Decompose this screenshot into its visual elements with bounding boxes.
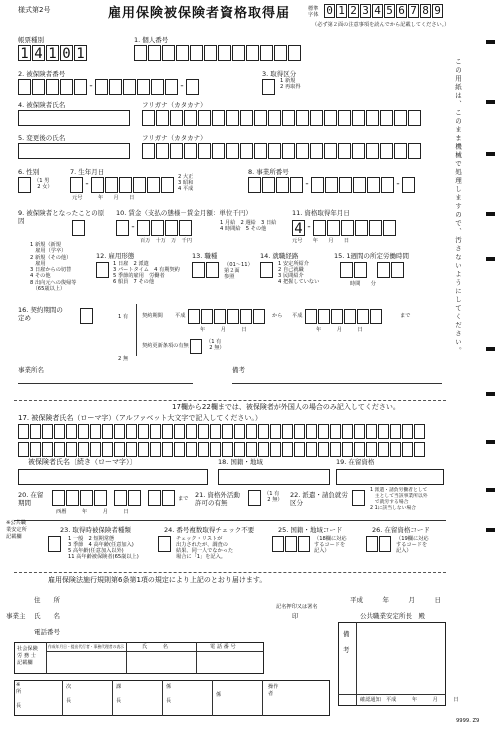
field-17b-label: 被保険者氏名〔続き（ローマ字）〕 — [28, 458, 137, 466]
sharoushi-col-header: 作成年月日・提出代行者・事務代理者の表示 — [48, 644, 124, 649]
sample-digit: 0 — [324, 4, 335, 18]
residence-period-made: まで — [178, 496, 189, 502]
wage-boxes[interactable]: - — [116, 220, 192, 236]
field-18-label: 18. 国籍・地域 — [218, 458, 263, 466]
insured-type-options: 1 一般 2 短期常態 3 季節 4 高年齢(任意加入) 5 高年齢(任意加入以外) 11 高年齢被保険者(65歳以上) — [68, 536, 139, 560]
sharoushi-header-line — [46, 651, 264, 652]
contract-renew-label: 契約更新条項の有無 — [142, 343, 189, 349]
registration-mark — [486, 440, 495, 444]
field-23-label: 23. 取得時被保険者種類 — [60, 526, 131, 534]
changed-name-box[interactable] — [18, 143, 130, 159]
field-14-label: 14. 就職経路 — [260, 252, 299, 260]
registration-mark — [486, 212, 495, 216]
sharoushi-label: 社会保険 労 務 士 記載欄 — [17, 646, 38, 666]
insured-name-kana-boxes[interactable] — [142, 110, 421, 126]
form-type-digit: 0 — [60, 45, 73, 61]
side-note: この用紙は、このまま機械で処理しますので、汚さないようにしてください。 — [454, 58, 462, 356]
declaration-date: 平成 年 月 日 — [350, 596, 441, 604]
acquisition-era-digit: 4 — [292, 220, 305, 236]
stamp-label: ※ 所 長 — [16, 682, 22, 709]
stamp-label: 課 長 — [116, 684, 122, 704]
address-label: 住 所 — [34, 596, 60, 604]
residence-period-boxes[interactable] — [52, 490, 175, 506]
sample-digit: 6 — [396, 4, 407, 18]
phone-label: 電話番号 — [34, 628, 60, 636]
acquisition-date-units: 元号 年 月 日 — [292, 238, 350, 244]
personal-number-boxes[interactable] — [134, 45, 301, 61]
work-permit-options: （1 有 2 無） — [264, 491, 283, 503]
field-19-label: 19. 在留資格 — [336, 458, 375, 466]
sample-digit: 5 — [384, 4, 395, 18]
field-9-label: 9. 被保険者となったことの原因 — [18, 209, 105, 225]
field-10-label: 10. 賃金（支払の態様－賃金月額：単位千円） — [116, 209, 252, 217]
office-head: 公共職業安定所長 殿 — [360, 612, 425, 620]
dispatch-box[interactable] — [352, 490, 365, 506]
employer-label: 事業主 — [6, 612, 26, 620]
birthdate-boxes[interactable]: - — [70, 177, 174, 193]
office-use-side-label: ※公共職業安定所記載欄 — [6, 520, 27, 540]
law-text: 雇用保険法施行規則第6条第1項の規定により上記のとおり届けます。 — [48, 576, 267, 584]
registration-mark — [486, 488, 495, 492]
acquisition-date-boxes[interactable]: 4 - — [292, 220, 396, 236]
contract-yes: 1 有 — [118, 314, 129, 320]
contract-from-era: 平成 — [175, 313, 186, 319]
contract-period-label: 契約期間 — [142, 313, 163, 319]
acquisition-type-options: 1 新規 2 再取得 — [280, 78, 301, 90]
employment-type-box[interactable] — [96, 262, 109, 278]
form-type-label: 帳票種別 — [18, 36, 44, 44]
sample-digit: 4 — [372, 4, 383, 18]
stamp-label: 次 長 — [66, 684, 72, 704]
contract-kara: から — [272, 313, 283, 319]
changed-name-kana-boxes[interactable] — [142, 143, 421, 159]
field-21-label: 21. 資格外活動許可の有無 — [195, 491, 240, 507]
field-12-label: 12. 雇用形態 — [96, 252, 135, 260]
roman-name-cont-box[interactable] — [18, 469, 208, 485]
roman-name-boxes-2[interactable] — [18, 442, 425, 457]
form-type-digit: 1 — [18, 45, 31, 61]
dispatch-options: 1 派遣・請負労働者として 主として当該事業所以外 で就労する場合 2 1に該当しない場合 — [370, 488, 428, 511]
contract-to-era: 平成 — [292, 313, 303, 319]
field-2-label: 2. 被保険者番号 — [18, 70, 66, 78]
registration-mark — [486, 392, 495, 396]
office-remarks-label: 備 考 — [343, 630, 350, 654]
seal-mark: 印 — [292, 612, 299, 620]
wage-units: 百万 十万 万 千円 — [140, 238, 192, 244]
stamp-divider — [62, 680, 63, 716]
contract-from-units: 年 月 日 — [200, 327, 247, 333]
form-code: 9999. Z9 — [456, 718, 480, 724]
contract-to-units: 年 月 日 — [316, 327, 363, 333]
stamp-divider — [112, 680, 113, 716]
registration-mark — [486, 528, 495, 532]
foreign-divider — [14, 400, 446, 401]
contract-to-boxes[interactable] — [305, 309, 382, 324]
registration-mark — [486, 347, 495, 351]
registration-mark — [486, 152, 495, 156]
contract-renew-box[interactable] — [190, 339, 202, 354]
sample-digits — [324, 4, 443, 18]
sample-digit: 9 — [432, 4, 443, 18]
insured-number-boxes[interactable]: - - — [18, 79, 199, 95]
wage-options: 1 月給 2 週給 3 日給 4 時間給 5 その他 — [220, 220, 277, 232]
contract-renew-options: （1 有 2 無） — [206, 339, 225, 351]
sample-digit: 3 — [360, 4, 371, 18]
job-route-options: 1 安定所紹介 2 自己就職 3 民間紹介 4 把握していない — [278, 261, 320, 285]
multi-number-check-box[interactable] — [158, 536, 171, 552]
field-13-label: 13. 職種 — [192, 252, 218, 260]
foreign-banner: 17欄から22欄までは、被保険者が外国人の場合のみ記入してください。 — [172, 403, 400, 411]
form-number: 様式第2号 — [18, 6, 51, 14]
field-7-label: 7. 生年月日 — [70, 168, 105, 176]
multi-number-check-text: チェック・リストが 出力されたが、調査の 結果、同一人でなかった 場合に「1」を記入。 — [176, 536, 234, 560]
cause-options: 1 新規（新規 雇用（学卒） 2 新規（その他） 雇用 3 日雇からの切替 4 その他 8 出向元への復帰等 （65歳以上） — [30, 242, 77, 293]
nationality-code-boxes[interactable] — [272, 536, 310, 552]
acquisition-type-box[interactable] — [262, 79, 275, 95]
weekly-hours-units: 時間 分 — [350, 281, 376, 287]
field-22-label: 22. 派遣・請負就労区分 — [290, 491, 348, 507]
stamp-divider — [212, 680, 213, 716]
sex-box[interactable] — [18, 177, 31, 193]
remarks-label: 備考 — [232, 366, 245, 374]
contract-period-box[interactable] — [80, 308, 93, 324]
contract-no: 2 無 — [118, 356, 129, 362]
field-3-label: 3. 取得区分 — [262, 70, 297, 78]
field-5-label: 5. 変更後の氏名 — [18, 134, 66, 142]
sharoushi-col-header: 氏 名 — [142, 644, 168, 650]
sharoushi-col-line — [196, 642, 197, 674]
residence-code-boxes[interactable] — [366, 536, 391, 552]
registration-mark — [486, 40, 495, 44]
field-11-label: 11. 資格取得年月日 — [292, 209, 350, 217]
sex-options: （1 男 2 女） — [34, 178, 53, 190]
office-name-label: 事業所名 — [18, 366, 44, 374]
stamp-label: 係 長 — [166, 684, 172, 704]
field-6-label: 6. 性別 — [18, 168, 40, 176]
weekly-hours-boxes[interactable] — [340, 262, 404, 278]
field-15-label: 15. 1週間の所定労働時間 — [334, 252, 410, 260]
sample-digit: 7 — [408, 4, 419, 18]
sharoushi-divider — [46, 642, 47, 674]
header-note: （必ず第２面の注意事項を読んでから記載してください。） — [312, 22, 450, 28]
form-type-digit: 4 — [32, 45, 45, 61]
sample-label: 標準字体 — [308, 6, 319, 18]
field-26-label: 26. 在留資格コード — [372, 526, 430, 534]
form-type-digit: 1 — [46, 45, 59, 61]
stamp-label: 操作者 — [268, 684, 279, 697]
residence-code-text: （19欄に対応 するコードを 記入） — [396, 536, 429, 554]
birthdate-units: 元号 年 月 日 — [72, 195, 135, 201]
employment-type-options: 1 日雇 2 派遣 3 パートタイム 4 有期契約 5 季節的雇用 労働者 6 船員 7 その他 — [113, 261, 180, 285]
employer-name-label: 氏 名 — [34, 612, 60, 620]
confirm-text: 確認通知 平成 年 月 日 — [360, 697, 459, 703]
residence-period-units: 西暦 年 月 日 — [56, 509, 129, 515]
stamp-divider — [262, 680, 263, 716]
sample-digit: 8 — [420, 4, 431, 18]
work-permit-box[interactable] — [248, 490, 261, 506]
stamp-divider — [162, 680, 163, 716]
footer-divider — [14, 572, 446, 573]
stamp-label: 係 — [216, 692, 222, 698]
field-20-label: 20. 在留期間 — [18, 491, 44, 507]
registration-mark — [486, 100, 495, 104]
field-8-label: 8. 事業所番号 — [248, 168, 289, 176]
form-type-digit: 1 — [74, 45, 87, 61]
field-24-label: 24. 番号複数取得チェック不要 — [164, 526, 255, 534]
form-type-boxes — [18, 45, 87, 61]
field-4-label: 4. 被保険者氏名 — [18, 101, 66, 109]
remarks-line — [232, 383, 442, 384]
birthdate-era-options: 2 大正 3 昭和 4 平成 — [178, 174, 194, 192]
form-title: 雇用保険被保険者資格取得届 — [108, 6, 291, 21]
sharoushi-col-header: 電 話 番 号 — [210, 644, 236, 650]
job-route-box[interactable] — [260, 262, 273, 278]
field-17-label: 17. 被保険者氏名（ローマ字）（アルファベット大文字で記入してください。） — [18, 414, 262, 422]
sharoushi-col-line — [126, 642, 127, 674]
sample-digit: 1 — [336, 4, 347, 18]
contract-made: まで — [400, 313, 411, 319]
nationality-code-text: （18欄に対応 するコードを 記入） — [314, 536, 347, 554]
seal-note: 記名押印又は署名 — [276, 604, 318, 610]
sample-digit: 2 — [348, 4, 359, 18]
office-name-line — [18, 383, 193, 384]
confirm-line — [338, 694, 446, 695]
cause-box[interactable] — [72, 220, 85, 236]
field-25-label: 25. 国籍・地域コード — [278, 526, 343, 534]
field-5-kana-label: フリガナ（カタカナ） — [142, 134, 207, 142]
contract-bracket — [136, 304, 137, 356]
office-number-boxes[interactable]: - - — [248, 177, 415, 193]
roman-name-boxes[interactable] — [18, 424, 425, 439]
field-16-label: 16. 契約期間の定め — [18, 306, 63, 322]
office-use-divider — [14, 520, 446, 521]
field-1-label: 1. 個人番号 — [134, 36, 169, 44]
registration-mark — [486, 257, 495, 261]
contract-from-boxes[interactable] — [188, 309, 265, 324]
insured-type-box[interactable] — [48, 536, 61, 552]
occupation-options: （01〜11） 第２面 参照 — [224, 262, 253, 280]
nationality-box[interactable] — [218, 469, 330, 485]
field-4-kana-label: フリガナ（カタカナ） — [142, 101, 207, 109]
insured-name-box[interactable] — [18, 110, 130, 126]
occupation-boxes[interactable] — [192, 262, 219, 278]
residence-status-box[interactable] — [336, 469, 444, 485]
